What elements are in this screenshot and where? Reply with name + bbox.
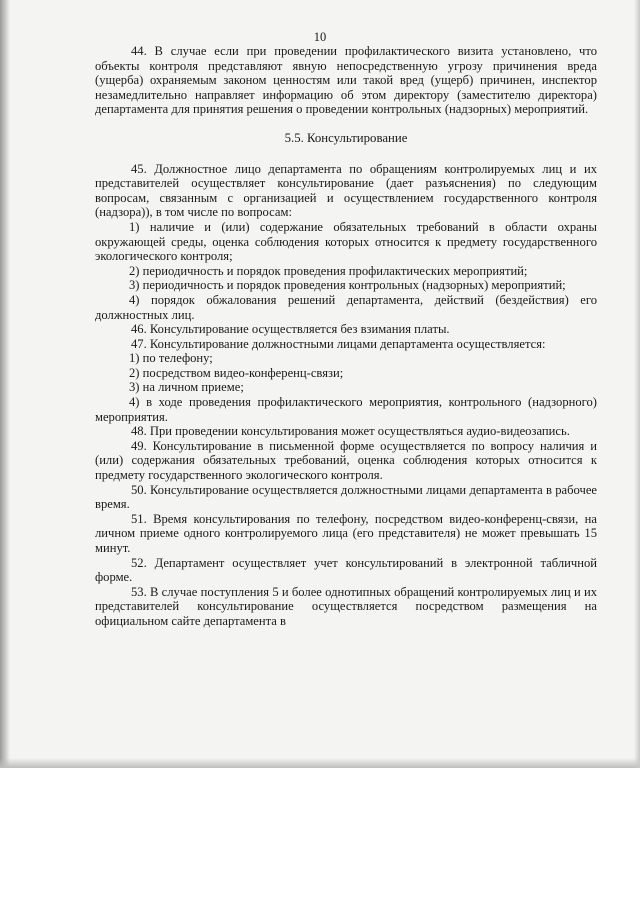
section-title: 5.5. Консультирование bbox=[284, 130, 408, 145]
paragraph-45: 45. Должностное лицо департамента по обращениям контролируемых лиц и их представителей осуществляет консультирование (дает разъяснения) по следующим вопросам, связанным с организацией и осуществлением государственного контроля (надзора)), в том числе по вопросам: bbox=[95, 161, 597, 220]
list-item: 1) наличие и (или) содержание обязательных требований в области охраны окружающей среды, оценка соблюдения которых относится к предмету государственного экологического контроля; bbox=[95, 219, 597, 264]
paragraph-46: 46. Консультирование осуществляется без взимания платы. bbox=[131, 322, 450, 337]
paragraph-53: 53. В случае поступления 5 и более однотипных обращений контролируемых лиц и их представителей консультирование осуществляется посредством размещения на официальном сайте департамента в bbox=[95, 584, 597, 628]
list-item: 2) посредством видео-конференц-связи; bbox=[129, 365, 344, 380]
paragraph-44: 44. В случае если при проведении профилактического визита установлено, что объекты контроля представляют явную непосредственную угрозу причинения вреда (ущерба) охраняемым законом ценностям или такой вред (ущерб) причинен, инспектор незамедлительно направляет информацию об этом директору (заместителю директора) департамента для принятия решения о проведении контрольных (надзорных) мероприятий. bbox=[95, 44, 597, 117]
paragraph-48: 48. При проведении консультирования может осуществляться аудио-видеозапись. bbox=[131, 424, 570, 439]
list-item: 1) по телефону; bbox=[129, 351, 213, 366]
paragraph-50: 50. Консультирование осуществляется должностными лицами департамента в рабочее время. bbox=[95, 482, 597, 512]
scan-edge-shadow bbox=[0, 758, 640, 768]
list-item: 2) периодичность и порядок проведения профилактических мероприятий; bbox=[129, 263, 528, 278]
paragraph-49: 49. Консультирование в письменной форме осуществляется по вопросу наличия и (или) содержания обязательных требований, оценка соблюдения которых относится к предмету государственного экологического контроля. bbox=[95, 438, 597, 483]
paragraph-52: 52. Департамент осуществляет учет консультирований в электронной табличной форме. bbox=[95, 555, 597, 585]
list-item: 4) порядок обжалования решений департамента, действий (бездействия) его должностных лиц. bbox=[95, 292, 597, 322]
paragraph-47: 47. Консультирование должностными лицами департамента осуществляется: bbox=[131, 336, 546, 351]
list-item: 3) периодичность и порядок проведения контрольных (надзорных) мероприятий; bbox=[129, 278, 566, 293]
paragraph-51: 51. Время консультирования по телефону, посредством видео-конференц-связи, на личном приеме одного контролируемого лица (его представителя) не может превышать 15 минут. bbox=[95, 511, 597, 555]
document-body bbox=[95, 44, 597, 629]
page-number: 10 bbox=[313, 30, 327, 44]
list-item: 4) в ходе проведения профилактического мероприятия, контрольного (надзорного) мероприятия. bbox=[95, 395, 597, 424]
list-item: 3) на личном приеме; bbox=[129, 380, 244, 395]
